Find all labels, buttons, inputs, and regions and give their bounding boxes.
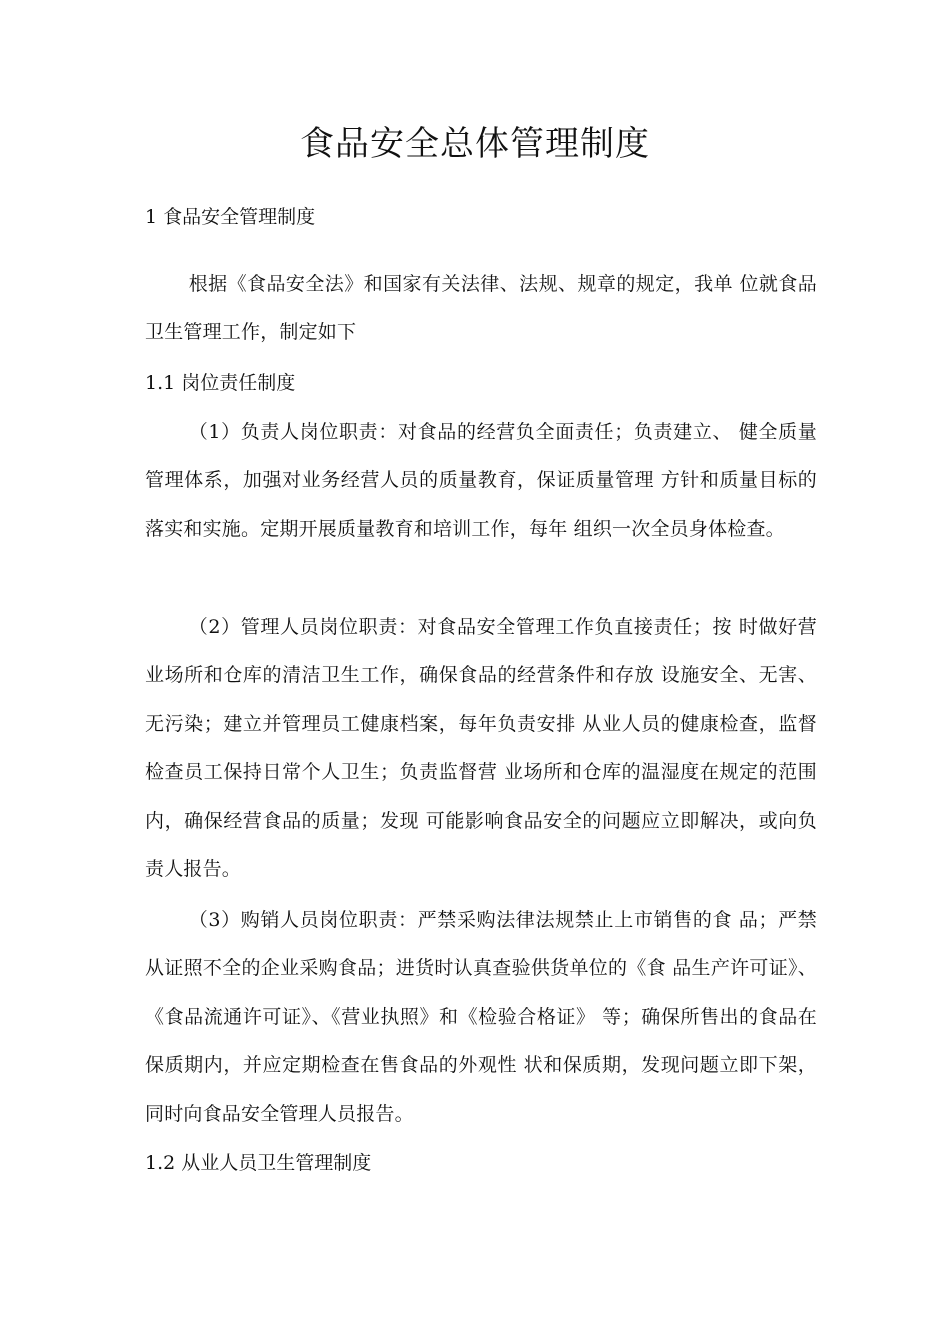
section-heading-1: 1 食品安全管理制度 — [145, 206, 316, 228]
section-heading-1-2: 1.2 从业人员卫生管理制度 — [145, 1152, 372, 1174]
duty-paragraph-1: （1）负责人岗位职责：对食品的经营负全面责任；负责建立、 健全质量管理体系，加强对业务经营人员的质量教育，保证质量管理 方针和质量目标的落实和实施。定期开展质量教育和培训工作，每年 组织一次全员身体检查。 — [145, 421, 817, 540]
intro-paragraph: 根据《食品安全法》和国家有关法律、法规、规章的规定，我单 位就食品卫生管理工作，制定如下 — [145, 273, 817, 344]
document-title: 食品安全总体管理制度 — [300, 124, 650, 164]
duty-paragraph-2: （2）管理人员岗位职责：对食品安全管理工作负直接责任；按 时做好营业场所和仓库的清洁卫生工作，确保食品的经营条件和存放 设施安全、无害、无污染；建立并管理员工健康档案，每年负责安排 从业人员的健康检查，监督检查员工保持日常个人卫生；负责监督营 业场所和仓库的温湿度在规定的范围内，确保经营食品的质量；发现 可能影响食品安全的问题应立即解决，或向负责人报告。 — [145, 616, 817, 881]
duty-paragraph-3: （3）购销人员岗位职责：严禁采购法律法规禁止上市销售的食 品；严禁从证照不全的企业采购食品；进货时认真查验供货单位的《食 品生产许可证》、《食品流通许可证》、《营业执照》和《检验合格证》 等；确保所售出的食品在保质期内，并应定期检查在售食品的外观性 状和保质期，发现问题立即下架，同时向食品安全管理人员报告。 — [145, 909, 817, 1125]
section-heading-1-1: 1.1 岗位责任制度 — [145, 372, 296, 394]
